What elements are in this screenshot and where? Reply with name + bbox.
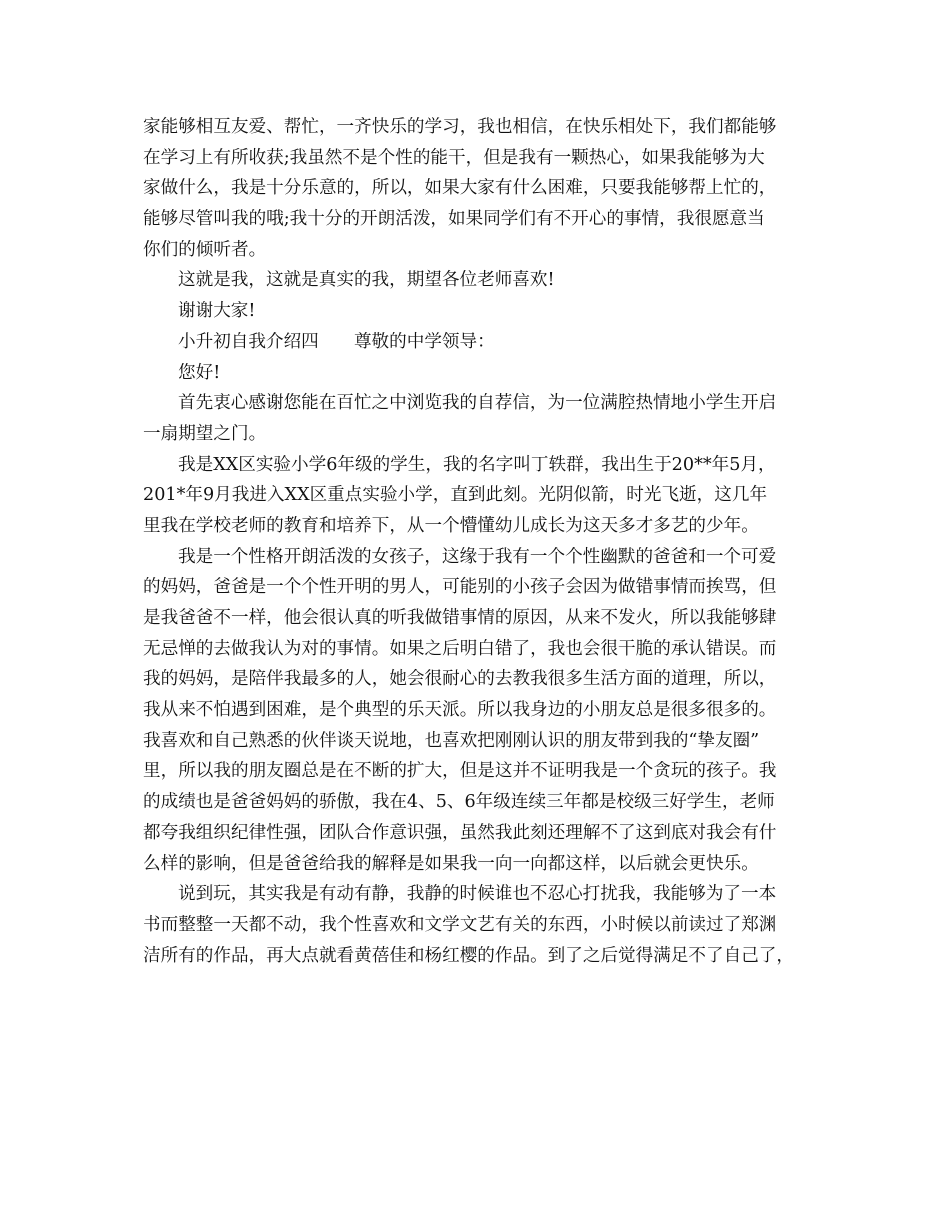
text-line: 书而整整一天都不动，我个性喜欢和文学文艺有关的东西，小时候以前读过了郑渊	[143, 914, 777, 935]
text-line: 我是一个性格开朗活泼的女孩子，这缘于我有一个个性幽默的爸爸和一个可爱	[178, 546, 777, 567]
text-line: 小升初自我介绍四 尊敬的中学领导：	[178, 331, 495, 352]
text-line: 无忌惮的去做我认为对的事情。如果之后明白错了，我也会很干脆的承认错误。而	[143, 638, 777, 659]
text-line: 是我爸爸不一样，他会很认真的听我做错事情的原因，从来不发火，所以我能够肆	[143, 608, 777, 628]
text-line: 说到玩，其实我是有动有静，我静的时候谁也不忍心打扰我，我能够为了一本	[178, 884, 777, 905]
text-line: 洁所有的作品，再大点就看黄蓓佳和杨红樱的作品。到了之后觉得满足不了自己了，	[143, 945, 794, 966]
text-line: 家做什么，我是十分乐意的，所以，如果大家有什么困难，只要我能够帮上忙的，	[143, 178, 777, 199]
text-line: 都夸我组织纪律性强，团队合作意识强，虽然我此刻还理解不了这到底对我会有什	[143, 822, 777, 843]
text-line: 里，所以我的朋友圈总是在不断的扩大，但是这并不证明我是一个贪玩的孩子。我	[143, 761, 777, 782]
text-line: 一扇期望之门。	[143, 423, 267, 444]
text-line: 我喜欢和自己熟悉的伙伴谈天说地，也喜欢把刚刚认识的朋友带到我的“挚友圈”	[143, 730, 760, 751]
text-line: 里我在学校老师的教育和培养下，从一个懵懂幼儿成长为这天多才多艺的少年。	[143, 515, 759, 536]
text-line: 的成绩也是爸爸妈妈的骄傲，我在4、5、6年级连续三年都是校级三好学生，老师	[143, 792, 775, 813]
text-line: 能够尽管叫我的哦;我十分的开朗活泼，如果同学们有不开心的事情，我很愿意当	[143, 209, 765, 230]
text-line: 我是XX区实验小学6年级的学生，我的名字叫丁轶群，我出生于20**年5月，	[178, 454, 776, 475]
text-line: 您好!	[178, 362, 221, 383]
document-body	[143, 112, 833, 971]
text-line: 这就是我，这就是真实的我，期望各位老师喜欢!	[178, 270, 555, 291]
text-line: 你们的倾听者。	[143, 239, 267, 260]
text-line: 谢谢大家!	[178, 301, 256, 322]
text-line: 201*年9月我进入XX区重点实验小学，直到此刻。光阴似箭，时光飞逝，这几年	[143, 485, 768, 506]
text-line: 我从来不怕遇到困难，是个典型的乐天派。所以我身边的小朋友总是很多很多的。	[143, 700, 777, 721]
text-line: 在学习上有所收获;我虽然不是个性的能干，但是我有一颗热心，如果我能够为大	[143, 147, 765, 168]
text-line: 我的妈妈，是陪伴我最多的人，她会很耐心的去教我很多生活方面的道理，所以，	[143, 669, 777, 690]
text-line: 家能够相互友爱、帮忙，一齐快乐的学习，我也相信，在快乐相处下，我们都能够	[143, 117, 777, 137]
text-line: 么样的影响，但是爸爸给我的解释是如果我一向一向都这样，以后就会更快乐。	[143, 853, 759, 874]
text-line: 首先衷心感谢您能在百忙之中浏览我的自荐信，为一位满腔热情地小学生开启	[178, 393, 777, 414]
text-line: 的妈妈，爸爸是一个个性开明的男人，可能别的小孩子会因为做错事情而挨骂，但	[143, 577, 777, 598]
